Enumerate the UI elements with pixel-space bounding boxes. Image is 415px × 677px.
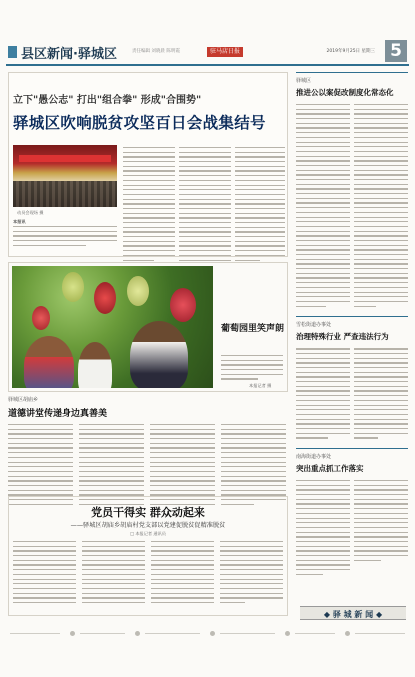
right-a-kicker: 驿城区: [296, 78, 312, 84]
bottom-story: [8, 496, 288, 616]
right-c-kicker: 南海街道办事处: [296, 454, 332, 460]
right-a-headline: 推进公以案促改制度化常态化: [296, 88, 394, 97]
masthead-rule: [6, 64, 409, 66]
lead-text-col-4: [235, 147, 285, 264]
newspaper-logo: 驻马店日报: [207, 47, 243, 57]
feature-headline: 葡萄园里笑声朗: [221, 324, 285, 334]
section2-kicker: 驿城区胡庙乡: [8, 397, 39, 403]
section2-headline: 道德讲堂传递身边真善美: [8, 409, 108, 419]
lead-text-col-2: [123, 147, 175, 264]
right-a-body: [296, 104, 408, 310]
issue-date: 2019年9月25日 星期三: [326, 49, 375, 54]
bottom-byline: □ 本报记者 通讯员: [130, 531, 166, 536]
right-b-kicker: 雪松街道办事处: [296, 322, 332, 329]
page-number: 5: [385, 40, 407, 62]
bottom-subheadline: ——驿城区胡庙乡胡庙村党支部以党建促脱贫促精准脱贫: [70, 522, 226, 529]
feature-photo-credit: 本报记者 摄: [249, 383, 272, 388]
section-footer-tag: ◆ 驿 城 新 闻 ◆: [300, 606, 406, 620]
right-rule-mid: [296, 316, 408, 317]
right-b-headline: 治理特殊行业 严查违法行为: [296, 332, 389, 342]
bottom-body: [13, 541, 283, 607]
feature-photo-story: [8, 262, 288, 392]
editor-credit: 责任编辑 刘晓晨 陈明霞: [132, 49, 180, 54]
lead-story: [8, 72, 288, 257]
stage-banner: [19, 155, 111, 162]
lead-text-col-3: [179, 147, 231, 264]
section-marker-icon: [8, 46, 17, 58]
lead-text-col-1: [13, 226, 117, 249]
audience-crowd: [13, 181, 117, 207]
lead-deck: 立下"愚公志" 打出"组合拳" 形成"合围势": [13, 95, 202, 106]
bottom-headline: 党员干得实 群众动起来: [91, 506, 205, 519]
photo-caption: 动员会现场 摄: [17, 210, 44, 215]
page-footer-ornament: [0, 628, 415, 640]
right-rule-top: [296, 72, 408, 73]
right-b-body: [296, 348, 408, 442]
right-c-body: [296, 480, 408, 578]
lead-byline: 本报讯: [13, 219, 26, 224]
grape-harvest-photo: [12, 266, 213, 388]
lead-headline: 驿城区吹响脱贫攻坚百日会战集结号: [13, 114, 266, 132]
right-column: [296, 72, 408, 578]
feature-caption-text: [221, 355, 283, 383]
right-rule-low: [296, 448, 408, 449]
meeting-photo: [13, 145, 117, 207]
right-c-headline: 突出重点抓工作落实: [296, 464, 364, 473]
masthead: [0, 38, 415, 68]
section-title: 县区新闻·驿城区: [21, 47, 117, 62]
